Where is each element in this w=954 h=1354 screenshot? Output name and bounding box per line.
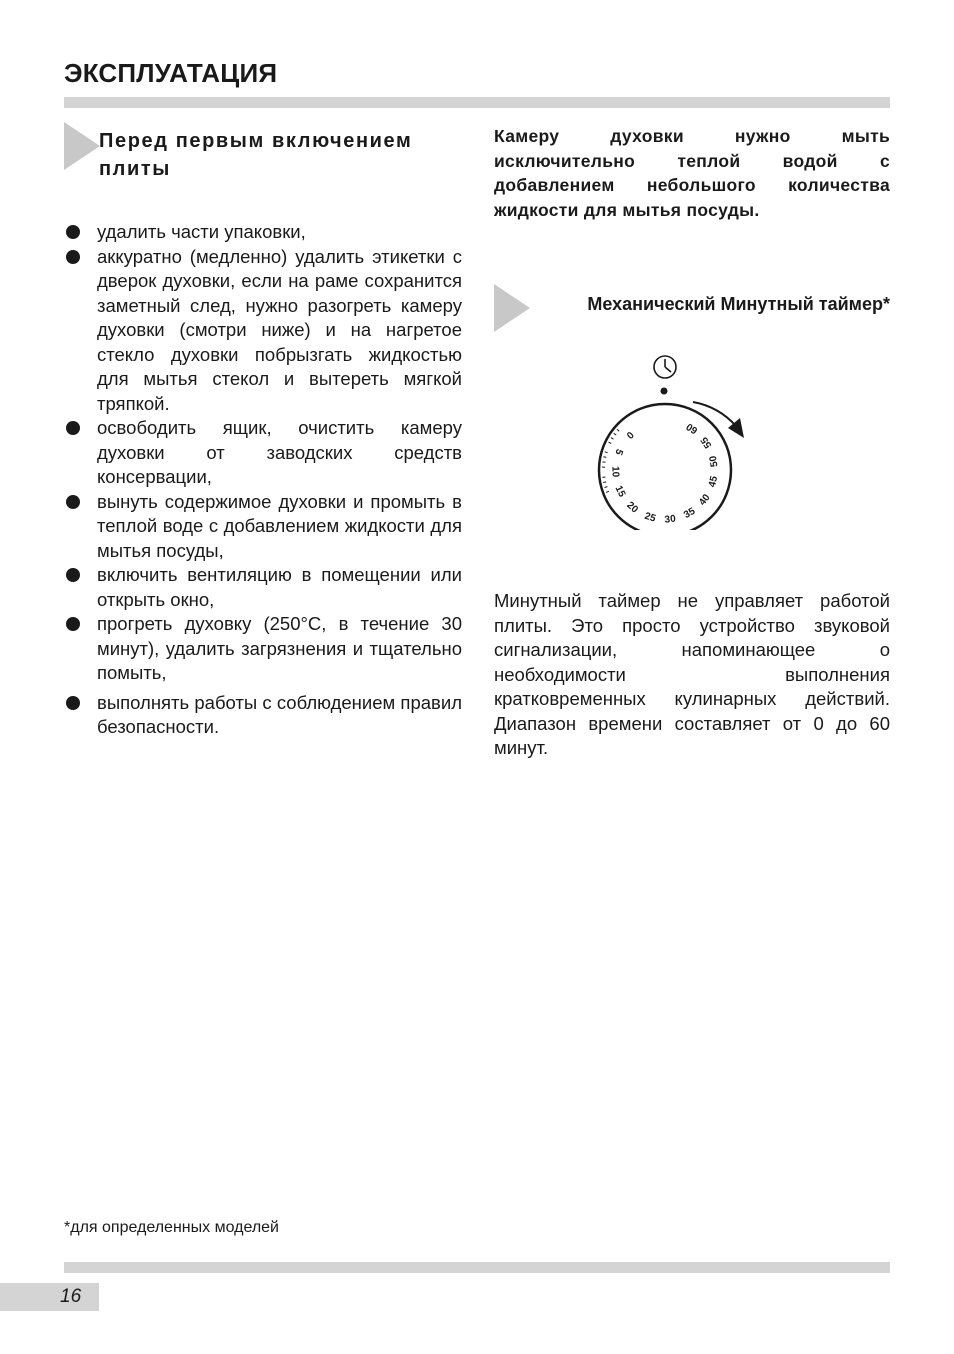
- dial-label: 35: [682, 505, 698, 522]
- dial-label: 0: [623, 428, 636, 441]
- dial-tick: [603, 457, 606, 458]
- dial-label: 30: [664, 513, 677, 526]
- clock-icon: [654, 356, 676, 378]
- footnote: *для определенных моделей: [64, 1219, 279, 1236]
- page-title: ЭКСПЛУАТАЦИЯ: [64, 58, 278, 88]
- timer-description: Минутный таймер не управляет работой плиты. Это просто устройство звуковой сигнализации, напоминающее о необходимости выполнения кратковременных кулинарных действий. Диапазон времени составляет от 0 до 60 минут.: [494, 590, 890, 758]
- dial-tick: [603, 482, 606, 483]
- timer-dial-diagram: [588, 350, 758, 530]
- section-marker-icon: [64, 122, 100, 170]
- list-item: аккуратно (медленно) удалить этикетки с дверок духовки, если на раме сохранится заметный след, нужно разогреть камеру духовки (смотри ниже) и на нагретое стекло духовки побрызгать жидкостью для мытья стекол и вытереть мягкой тряпкой.: [64, 245, 462, 417]
- dial-label: 45: [706, 475, 721, 489]
- dial-tick: [617, 429, 619, 431]
- bullet-icon: [66, 421, 80, 435]
- dial-label: 55: [699, 434, 715, 451]
- dial-label: 25: [643, 510, 657, 525]
- bullet-icon: [66, 225, 80, 239]
- dial-tick: [614, 433, 616, 435]
- list-item: выполнять работы с соблюдением правил безопасности.: [64, 691, 462, 740]
- bullet-icon: [66, 250, 80, 264]
- dial-label: 50: [707, 454, 721, 468]
- list-item: освободить ящик, очистить камеру духовки от заводских средств консервации,: [64, 416, 462, 490]
- dial-label: 60: [684, 420, 700, 436]
- bottom-divider-bar: [64, 1262, 890, 1273]
- list-item: прогреть духовку (250°C, в течение 30 минут), удалить загрязнения и тщательно помыть,: [64, 612, 462, 686]
- cleaning-note: Камеру духовки нужно мыть исключительно теплой водой с добавлением небольшого количества жидкости для мытья посуды.: [494, 126, 890, 220]
- dial-pointer-dot: [661, 388, 668, 395]
- dial-tick: [611, 438, 614, 440]
- dial-label: 15: [612, 484, 628, 499]
- list-item: вынуть содержимое духовки и промыть в теплой воде с добавлением жидкости для мытья посуды,: [64, 490, 462, 564]
- section-heading-timer: Механический Минутный таймер*: [587, 294, 890, 314]
- dial-tick: [606, 491, 609, 492]
- list-item: включить вентиляцию в помещении или открыть окно,: [64, 563, 462, 612]
- bullet-icon: [66, 568, 80, 582]
- top-divider-bar: [64, 97, 890, 108]
- dial-label: 5: [612, 447, 625, 457]
- list-item: удалить части упаковки,: [64, 220, 462, 245]
- dial-tick: [605, 487, 608, 488]
- first-use-steps-list: [64, 220, 462, 740]
- dial-label: 20: [624, 499, 641, 516]
- section-heading-first-use: Перед первым включением плиты: [99, 130, 413, 180]
- dial-tick: [609, 442, 612, 443]
- bullet-icon: [66, 617, 80, 631]
- bullet-icon: [66, 696, 80, 710]
- bullet-icon: [66, 495, 80, 509]
- dial-label: 40: [697, 492, 713, 508]
- page-number: 16: [0, 1283, 99, 1311]
- dial-label: 10: [609, 465, 621, 478]
- dial-tick: [605, 452, 608, 453]
